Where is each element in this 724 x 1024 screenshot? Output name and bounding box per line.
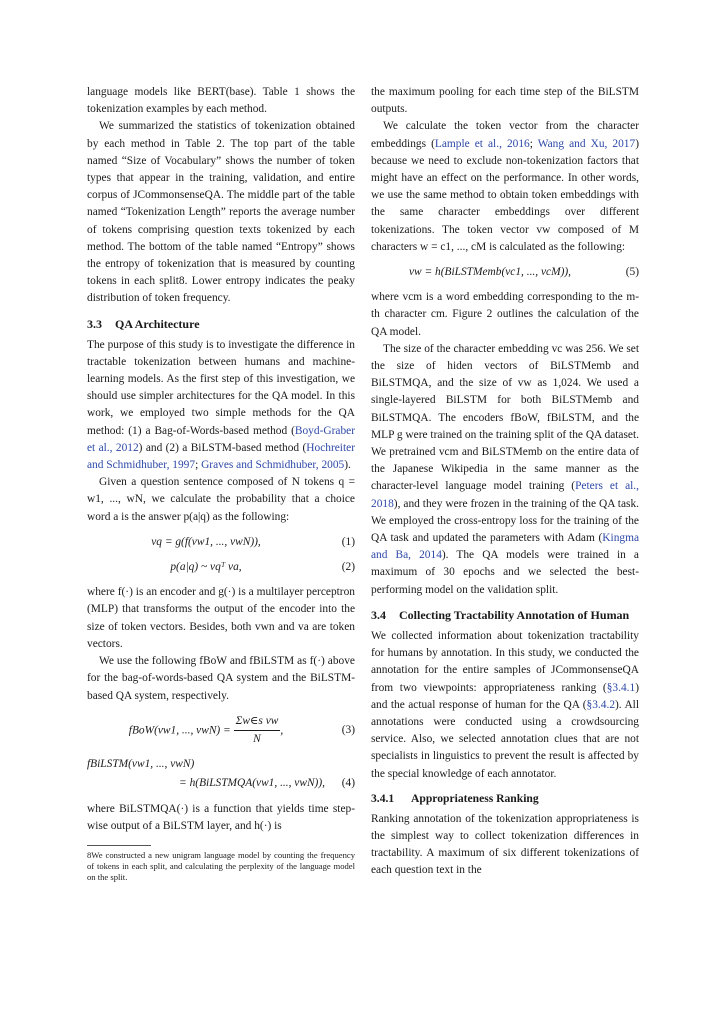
footnote: 8We constructed a new unigram language model by counting the frequency of tokens in each split, and calculating the perplexity of the language model on the split. bbox=[87, 849, 355, 882]
text: ). The QA models were trained in a maximum of 30 epochs and we selected the best-performing model on the validation split. bbox=[371, 549, 639, 596]
equation-number: (1) bbox=[341, 535, 355, 548]
equation-4-line-2 bbox=[87, 775, 355, 792]
right-column bbox=[371, 84, 639, 880]
citation-link[interactable]: Graves and Schmidhuber, 2005 bbox=[201, 459, 345, 472]
paragraph: where BiLSTMQA(·) is a function that yields time step-wise output of a BiLSTM layer, and h(·) is bbox=[87, 802, 355, 832]
paragraph bbox=[371, 628, 639, 783]
denominator: N bbox=[253, 732, 261, 745]
text: ) because we need to exclude non-tokenization factors that might have an effect on the performance. In other words, we use the same method to obtain token embeddings with the same character embeddings over different tokenizations. The token vector vw composed of M characters w = c1, ..., cM is calculated as the following: bbox=[371, 137, 639, 253]
footnote-divider bbox=[87, 845, 151, 846]
section-number: 3.3 bbox=[87, 316, 102, 331]
citation-link[interactable]: Wang and Xu, 2017 bbox=[537, 137, 636, 150]
equation-2 bbox=[87, 559, 355, 576]
citation-link[interactable]: Peters et al., 2018 bbox=[371, 480, 639, 510]
text: ). All annotations were conducted using a crowdsourcing service. Also, we selected annotation clues that are not specialists in linguistics to prevent the result is affected by the special knowledge of each annotator. bbox=[371, 698, 640, 780]
section-title: QA Architecture bbox=[115, 316, 200, 331]
text: We collected information about tokenization tractability for humans by annotation. In this study, we conducted the annotation for the entire samples of JCommonsenseQA from two viewpoints: appropriateness ranking ( bbox=[371, 629, 639, 694]
citation-link[interactable]: Lample et al., 2016 bbox=[434, 137, 530, 150]
text: The size of the character embedding vc was 256. We set the size of hiden vectors of BiLSTMemb and BiLSTMQA, and the size of vw as 1,024. We used a single-layered BiLSTM for both BiLSTMemb and BiLSTMQA. The encoders fBoW, fBiLSTM, and the MLP g were trained on the training split of the QA dataset. We pretrained vcm and BiLSTMemb on the entire data of the Japanese Wikipedia in the same manner as the character-level language model training ( bbox=[371, 342, 639, 493]
paragraph: Ranking annotation of the tokenization appropriateness is the simplest way to collect tokenization differences in tractability. A maximum of six different tokenizations of each question text in the bbox=[371, 812, 639, 877]
text: ; bbox=[195, 459, 202, 472]
text: ). bbox=[344, 459, 351, 472]
fraction bbox=[234, 713, 281, 748]
section-reference-link[interactable]: §3.4.1 bbox=[606, 681, 636, 694]
citation-link[interactable]: Boyd-Graber et al., 2012 bbox=[87, 424, 355, 454]
equation-body: = h(BiLSTMQA(vw1, ..., vwN)), bbox=[179, 777, 325, 790]
equation-body: p(a|q) ~ vqᵀ va, bbox=[170, 561, 242, 574]
subsection-heading bbox=[371, 791, 639, 807]
subsection-number: 3.4.1 bbox=[371, 791, 395, 805]
paragraph bbox=[87, 337, 355, 475]
equation-5 bbox=[371, 264, 639, 281]
left-column bbox=[87, 84, 355, 883]
numerator: Σw∈s vw bbox=[234, 713, 281, 731]
paragraph: language models like BERT(base). Table 1 shows the tokenization examples by each method. bbox=[87, 86, 355, 116]
paragraph: the maximum pooling for each time step of the BiLSTM outputs. bbox=[371, 86, 639, 116]
text: We calculate the token vector from the character embeddings ( bbox=[371, 120, 639, 150]
citation-link[interactable]: Kingma and Ba, 2014 bbox=[371, 532, 639, 562]
equation-4-line-1 bbox=[87, 756, 355, 773]
equation-1 bbox=[87, 534, 355, 551]
equation-body: vw = h(BiLSTMemb(vc1, ..., vcM)), bbox=[408, 266, 572, 279]
equation-3 bbox=[87, 713, 355, 748]
equation-number: (5) bbox=[625, 266, 639, 279]
subsection-title: Appropriateness Ranking bbox=[411, 791, 539, 805]
equation-lhs: fBoW(vw1, ..., vwN) = bbox=[128, 724, 231, 737]
paragraph: Given a question sentence composed of N tokens q = w1, ..., wN, we calculate the probability that a choice word a is the answer p(a|q) as the following: bbox=[87, 476, 355, 523]
paragraph bbox=[371, 341, 639, 599]
paragraph: where f(·) is an encoder and g(·) is a multilayer perceptron (MLP) that transforms the output of the encoder into the size of token vectors. Besides, both vwn and va are token vectors. bbox=[87, 586, 355, 650]
citation-link[interactable]: Hochreiter and Schmidhuber, 1997 bbox=[87, 441, 355, 472]
equation-body: vq = g(f(vw1, ..., vwN)), bbox=[151, 535, 261, 548]
section-heading bbox=[87, 316, 355, 332]
text: ), and they were frozen in the training of the QA task. We employed the cross-entropy loss for the training of the QA task and updated the parameters with Adam ( bbox=[371, 497, 639, 545]
section-reference-link[interactable]: §3.4.2 bbox=[586, 698, 616, 711]
text: The purpose of this study is to investigate the difference in tractable tokenization between humans and machine-learning models. As the first step of this investigation, we should use simpler architectures for the QA model. In this work, we employed two simple methods for the QA method: (1) a Bag-of-Words-based method ( bbox=[87, 338, 355, 437]
text: ; bbox=[529, 137, 538, 150]
section-number: 3.4 bbox=[371, 607, 386, 622]
equation-number: (4) bbox=[341, 777, 355, 790]
section-heading bbox=[371, 607, 639, 623]
equation-body: fBiLSTM(vw1, ..., vwN) bbox=[87, 758, 195, 771]
section-title: Collecting Tractability Annotation of Human bbox=[399, 607, 630, 622]
text: ) and (2) a BiLSTM-based method ( bbox=[138, 441, 307, 454]
paragraph: We use the following fBoW and fBiLSTM as f(·) above for the bag-of-words-based QA system and the BiLSTM-based QA system, respectively. bbox=[87, 655, 355, 702]
paragraph: We summarized the statistics of tokenization obtained by each method in Table 2. The top part of the table named “Size of Vocabulary” shows the number of token types that appear in the training, validation, and entire corpus of JCommonsenseQA. The middle part of the table named “Tokenization Length” reports the average number of tokens comprising question texts tokenized by each method. The bottom of the table named “Entropy” shows the entropy of tokenization that is measured by counting tokens in each split8. Lower entropy indicates the peaky distribution of token frequency. bbox=[87, 120, 355, 305]
text: ) and the actual response of human for the QA ( bbox=[371, 681, 639, 711]
equation-body: fBoW(vw1, ..., vwN) = $\frac{\text{Σw∈s vw}}{N}$ , bbox=[87, 713, 325, 748]
paragraph: where vcm is a word embedding corresponding to the m-th character cm. Figure 2 outlines the calculation of the QA model. bbox=[371, 291, 639, 338]
equation-number: (3) bbox=[341, 723, 355, 736]
paragraph bbox=[371, 118, 639, 256]
equation-number: (2) bbox=[341, 561, 355, 574]
